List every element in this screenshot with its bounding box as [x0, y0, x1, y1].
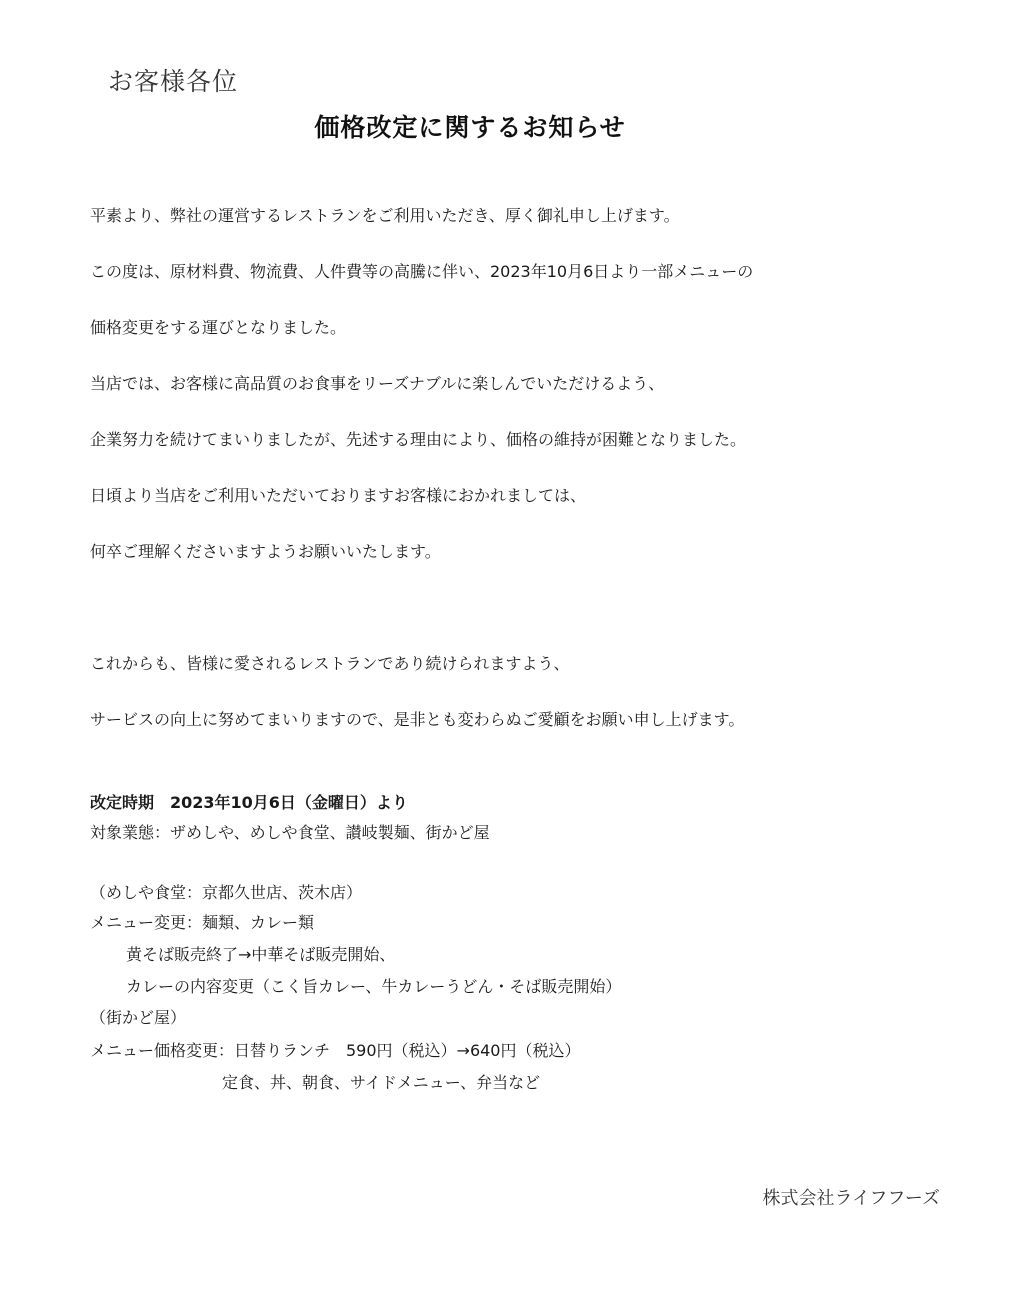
paragraph-line: この度は、原材料費、物流費、人件費等の高騰に伴い、2023年10月6日より一部メニューの [90, 262, 754, 281]
salutation: お客様各位 [108, 67, 239, 96]
machikadoya-section-header: （街かど屋） [90, 1008, 187, 1027]
paragraph-line: 企業努力を続けてまいりましたが、先述する理由により、価格の維持が困難となりました。 [90, 430, 747, 449]
paragraph-line: 当店では、お客様に高品質のお食事をリーズナブルに楽しんでいただけるよう、 [90, 374, 665, 393]
paragraph-line: サービスの向上に努めてまいりますので、是非とも変わらぬご愛顧をお願い申し上げます。 [90, 710, 745, 729]
paragraph-line: 平素より、弊社の運営するレストランをご利用いただき、厚く御礼申し上げます。 [90, 206, 680, 225]
page-title: 価格改定に関するお知らせ [314, 113, 626, 142]
meshiya-item: カレーの内容変更（こく旨カレー、牛カレーうどん・そば販売開始） [126, 977, 622, 996]
meshiya-section-header: （めしや食堂：京都久世店、茨木店） [90, 883, 363, 902]
paragraph-line: 価格変更をする運びとなりました。 [90, 318, 347, 337]
revision-date: 改定時期 2023年10月6日（金曜日）より [90, 793, 408, 812]
machikadoya-items: 定食、丼、朝食、サイドメニュー、弁当など [222, 1073, 541, 1092]
meshiya-item: 黄そば販売終了→中華そば販売開始、 [126, 945, 396, 964]
company-signature: 株式会社ライフフーズ [762, 1188, 940, 1209]
paragraph-line: 日頃より当店をご利用いただいておりますお客様におかれましては、 [90, 486, 587, 505]
machikadoya-price-change: メニュー価格変更：日替りランチ 590円（税込）→640円（税込） [90, 1041, 581, 1060]
meshiya-menu-change: メニュー変更：麺類、カレー類 [90, 913, 315, 932]
paragraph-line: これからも、皆様に愛されるレストランであり続けられますよう、 [90, 654, 570, 673]
target-businesses: 対象業態：ザめしや、めしや食堂、讃岐製麺、街かど屋 [90, 823, 490, 842]
paragraph-line: 何卒ご理解くださいますようお願いいたします。 [90, 542, 441, 561]
